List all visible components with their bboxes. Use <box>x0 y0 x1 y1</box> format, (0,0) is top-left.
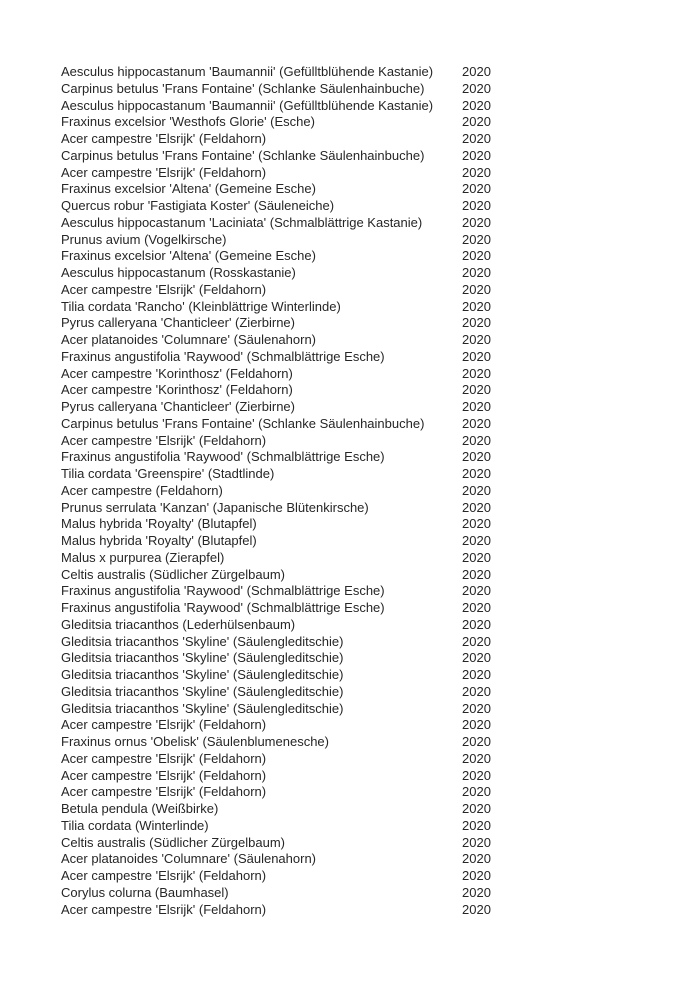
tree-year: 2020 <box>462 784 491 800</box>
list-row <box>61 382 681 399</box>
tree-year: 2020 <box>462 298 491 314</box>
list-row <box>61 399 681 416</box>
tree-year: 2020 <box>462 348 491 364</box>
tree-name: Celtis australis (Südlicher Zürgelbaum) <box>61 834 285 850</box>
tree-name: Fraxinus excelsior 'Altena' (Gemeine Esche) <box>61 248 316 264</box>
tree-name: Tilia cordata 'Rancho' (Kleinblättrige Winterlinde) <box>61 298 341 314</box>
tree-name: Carpinus betulus 'Frans Fontaine' (Schlanke Säulenhainbuche) <box>61 415 425 431</box>
list-row <box>61 701 681 718</box>
tree-year: 2020 <box>462 198 491 213</box>
tree-name: Malus x purpurea (Zierapfel) <box>61 549 225 565</box>
tree-name: Tilia cordata 'Greenspire' (Stadtlinde) <box>61 466 275 481</box>
tree-name: Gleditsia triacanthos 'Skyline' (Säulengleditschie) <box>61 683 344 699</box>
tree-year: 2020 <box>462 868 491 883</box>
tree-name: Tilia cordata (Winterlinde) <box>61 817 209 833</box>
tree-name: Malus hybrida 'Royalty' (Blutapfel) <box>61 533 257 548</box>
tree-year: 2020 <box>462 315 491 331</box>
list-row <box>61 868 681 885</box>
list-row <box>61 634 681 651</box>
tree-year: 2020 <box>462 901 491 917</box>
list-row <box>61 684 681 701</box>
list-row <box>61 902 681 919</box>
tree-name: Fraxinus ornus 'Obelisk' (Säulenblumenesche) <box>61 734 329 749</box>
tree-year: 2020 <box>462 97 491 113</box>
tree-year: 2020 <box>462 817 491 833</box>
list-row <box>61 232 681 249</box>
list-row <box>61 751 681 768</box>
list-row <box>61 299 681 316</box>
tree-name: Acer campestre 'Elsrijk' (Feldahorn) <box>61 767 267 783</box>
tree-year: 2020 <box>462 683 491 699</box>
list-row <box>61 449 681 466</box>
list-row <box>61 516 681 533</box>
list-row <box>61 851 681 868</box>
list-row <box>61 148 681 165</box>
list-row <box>61 617 681 634</box>
list-row <box>61 466 681 483</box>
tree-name: Betula pendula (Weißbirke) <box>61 801 219 816</box>
tree-name: Gleditsia triacanthos 'Skyline' (Säulengleditschie) <box>61 667 344 682</box>
list-row <box>61 835 681 852</box>
tree-name: Pyrus calleryana 'Chanticleer' (Zierbirne) <box>61 315 295 331</box>
list-row <box>61 98 681 115</box>
tree-name: Acer campestre 'Elsrijk' (Feldahorn) <box>61 131 267 146</box>
tree-list <box>61 64 681 918</box>
tree-year: 2020 <box>462 583 491 599</box>
tree-name: Aesculus hippocastanum 'Baumannii' (Gefülltblühende Kastanie) <box>61 64 434 79</box>
tree-year: 2020 <box>462 549 491 565</box>
tree-name: Gleditsia triacanthos 'Skyline' (Säulengleditschie) <box>61 633 344 649</box>
tree-name: Pyrus calleryana 'Chanticleer' (Zierbirne) <box>61 399 295 414</box>
tree-name: Fraxinus excelsior 'Altena' (Gemeine Esche) <box>61 181 316 197</box>
list-row <box>61 734 681 751</box>
tree-year: 2020 <box>462 667 491 682</box>
list-row <box>61 349 681 366</box>
tree-name: Acer campestre 'Elsrijk' (Feldahorn) <box>61 901 267 917</box>
tree-name: Acer campestre 'Elsrijk' (Feldahorn) <box>61 750 267 766</box>
tree-name: Carpinus betulus 'Frans Fontaine' (Schlanke Säulenhainbuche) <box>61 80 425 96</box>
list-row <box>61 500 681 517</box>
tree-name: Fraxinus angustifolia 'Raywood' (Schmalblättrige Esche) <box>61 583 385 599</box>
tree-year: 2020 <box>462 533 491 548</box>
tree-year: 2020 <box>462 499 491 515</box>
list-row <box>61 650 681 667</box>
tree-name: Acer campestre 'Elsrijk' (Feldahorn) <box>61 868 267 883</box>
list-row <box>61 81 681 98</box>
tree-year: 2020 <box>462 600 491 615</box>
list-row <box>61 784 681 801</box>
tree-name: Acer campestre 'Elsrijk' (Feldahorn) <box>61 784 267 800</box>
tree-year: 2020 <box>462 633 491 649</box>
list-row <box>61 131 681 148</box>
tree-year: 2020 <box>462 399 491 414</box>
tree-name: Aesculus hippocastanum (Rosskastanie) <box>61 265 296 280</box>
tree-name: Acer campestre 'Korinthosz' (Feldahorn) <box>61 365 293 381</box>
list-row <box>61 567 681 584</box>
list-row <box>61 667 681 684</box>
tree-year: 2020 <box>462 332 491 347</box>
tree-year: 2020 <box>462 767 491 783</box>
list-row <box>61 181 681 198</box>
tree-year: 2020 <box>462 415 491 431</box>
tree-name: Prunus serrulata 'Kanzan' (Japanische Blütenkirsche) <box>61 499 369 515</box>
tree-name: Carpinus betulus 'Frans Fontaine' (Schlanke Säulenhainbuche) <box>61 147 425 163</box>
tree-year: 2020 <box>462 700 491 716</box>
tree-year: 2020 <box>462 265 491 280</box>
tree-name: Aesculus hippocastanum 'Laciniata' (Schmalblättrige Kastanie) <box>61 214 423 230</box>
tree-name: Fraxinus angustifolia 'Raywood' (Schmalblättrige Esche) <box>61 348 385 364</box>
tree-year: 2020 <box>462 164 491 180</box>
list-row <box>61 583 681 600</box>
list-row <box>61 433 681 450</box>
tree-name: Fraxinus angustifolia 'Raywood' (Schmalblättrige Esche) <box>61 600 385 615</box>
tree-year: 2020 <box>462 834 491 850</box>
tree-name: Gleditsia triacanthos 'Skyline' (Säulengleditschie) <box>61 650 344 666</box>
list-row <box>61 165 681 182</box>
list-row <box>61 416 681 433</box>
tree-year: 2020 <box>462 449 491 465</box>
tree-name: Quercus robur 'Fastigiata Koster' (Säuleneiche) <box>61 198 335 213</box>
list-row <box>61 265 681 282</box>
tree-year: 2020 <box>462 432 491 448</box>
list-row <box>61 818 681 835</box>
list-row <box>61 366 681 383</box>
tree-year: 2020 <box>462 231 491 247</box>
tree-name: Gleditsia triacanthos (Lederhülsenbaum) <box>61 616 296 632</box>
tree-name: Acer campestre 'Korinthosz' (Feldahorn) <box>61 382 293 398</box>
tree-name: Acer campestre 'Elsrijk' (Feldahorn) <box>61 432 267 448</box>
tree-year: 2020 <box>462 851 491 867</box>
tree-year: 2020 <box>462 616 491 632</box>
list-row <box>61 315 681 332</box>
tree-year: 2020 <box>462 131 491 146</box>
tree-year: 2020 <box>462 466 491 481</box>
tree-year: 2020 <box>462 114 491 130</box>
list-row <box>61 198 681 215</box>
tree-year: 2020 <box>462 365 491 381</box>
tree-name: Acer campestre 'Elsrijk' (Feldahorn) <box>61 717 267 733</box>
list-row <box>61 801 681 818</box>
tree-name: Prunus avium (Vogelkirsche) <box>61 231 227 247</box>
tree-year: 2020 <box>462 64 491 79</box>
tree-year: 2020 <box>462 566 491 582</box>
tree-year: 2020 <box>462 884 491 900</box>
tree-year: 2020 <box>462 181 491 197</box>
tree-name: Fraxinus angustifolia 'Raywood' (Schmalblättrige Esche) <box>61 449 385 465</box>
list-row <box>61 483 681 500</box>
tree-year: 2020 <box>462 734 491 749</box>
tree-year: 2020 <box>462 147 491 163</box>
tree-year: 2020 <box>462 717 491 733</box>
list-row <box>61 717 681 734</box>
list-row <box>61 533 681 550</box>
list-row <box>61 550 681 567</box>
tree-year: 2020 <box>462 750 491 766</box>
tree-name: Acer campestre (Feldahorn) <box>61 482 223 498</box>
tree-name: Corylus colurna (Baumhasel) <box>61 884 229 900</box>
tree-year: 2020 <box>462 801 491 816</box>
tree-name: Acer platanoides 'Columnare' (Säulenahorn) <box>61 332 316 347</box>
tree-name: Malus hybrida 'Royalty' (Blutapfel) <box>61 516 257 532</box>
tree-name: Acer campestre 'Elsrijk' (Feldahorn) <box>61 281 267 297</box>
tree-name: Acer campestre 'Elsrijk' (Feldahorn) <box>61 164 267 180</box>
list-row <box>61 332 681 349</box>
list-row <box>61 600 681 617</box>
tree-name: Fraxinus excelsior 'Westhofs Glorie' (Esche) <box>61 114 315 130</box>
list-row <box>61 114 681 131</box>
list-row <box>61 885 681 902</box>
tree-year: 2020 <box>462 516 491 532</box>
tree-year: 2020 <box>462 650 491 666</box>
tree-year: 2020 <box>462 80 491 96</box>
list-row <box>61 215 681 232</box>
list-row <box>61 64 681 81</box>
tree-name: Aesculus hippocastanum 'Baumannii' (Gefülltblühende Kastanie) <box>61 97 434 113</box>
tree-year: 2020 <box>462 382 491 398</box>
list-row <box>61 768 681 785</box>
list-row <box>61 282 681 299</box>
tree-year: 2020 <box>462 248 491 264</box>
list-row <box>61 248 681 265</box>
tree-name: Gleditsia triacanthos 'Skyline' (Säulengleditschie) <box>61 700 344 716</box>
tree-year: 2020 <box>462 214 491 230</box>
tree-name: Acer platanoides 'Columnare' (Säulenahorn) <box>61 851 316 867</box>
tree-name: Celtis australis (Südlicher Zürgelbaum) <box>61 566 285 582</box>
tree-year: 2020 <box>462 482 491 498</box>
tree-year: 2020 <box>462 281 491 297</box>
